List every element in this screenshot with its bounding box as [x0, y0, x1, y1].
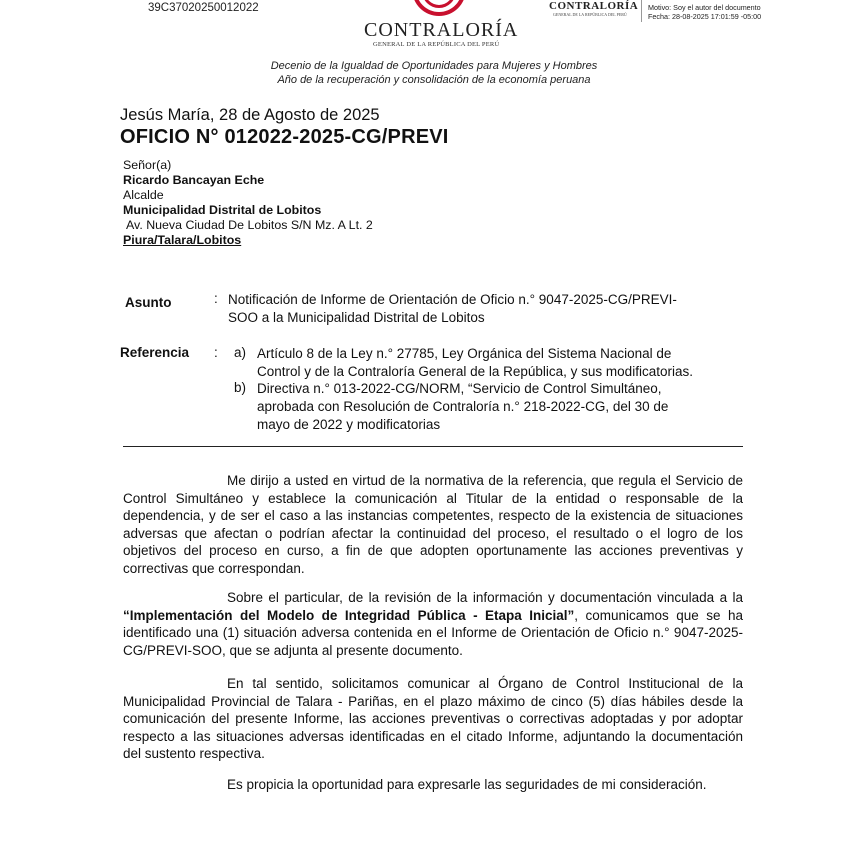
signature-divider [641, 0, 642, 22]
reference-b-marker: b) [234, 380, 247, 395]
body-paragraph-2-end: , comunicamos que se ha identificado una (1) situación adversa contenida en el Informe de Orientación de Oficio n.° 9047-2025-CG/PREVI-SOO, que se adjunta al presente documento. [123, 607, 743, 658]
signature-logo-subtitle: GENERAL DE LA REPÚBLICA DEL PERÚ [553, 12, 627, 17]
decenio-line-2: Año de la recuperación y consolidación de la economía peruana [277, 74, 591, 86]
reference-colon: : [214, 345, 218, 360]
recipient-salutation: Señor(a) [123, 158, 172, 172]
signature-fecha: Fecha: 28-08-2025 17:01:59 -05:00 [648, 12, 762, 21]
reference-a-marker: a) [234, 345, 247, 360]
recipient-position: Alcalde [123, 188, 164, 202]
closing-paragraph: Es propicia la oportunidad para expresarle las seguridades de mi consideración. [227, 777, 707, 792]
reference-b-text [257, 380, 743, 434]
logo-name: CONTRALORÍA [364, 19, 519, 41]
reference-b-line-2: aprobada con Resolución de Contraloría n.° 218-2022-CG, del 30 de [257, 399, 669, 414]
recipient-name: Ricardo Bancayan Eche [123, 173, 265, 187]
reference-a-line-1: Artículo 8 de la Ley n.° 27785, Ley Orgánica del Sistema Nacional de [257, 346, 672, 361]
subject-text [228, 291, 743, 327]
recipient-location: Piura/Talara/Lobitos [123, 233, 242, 247]
document-code: 39C37020250012022 [148, 2, 259, 14]
body-paragraph-2-start: Sobre el particular, de la revisión de la información y documentación vinculada a la [227, 590, 743, 605]
body-paragraph-1: Me dirijo a usted en virtud de la normativa de la referencia, que regula el Servicio de Control Simultáneo y establece la comunicación al Titular de la entidad o responsable de la dependencia, y de ser el caso a las instancias competentes, respecto de la existencia de situaciones adversas que afectan o podrían afectar la continuidad del proceso, el resultado o el logro de los objetivos del proceso en curso, a fin de que adopten oportunamente las acciones preventivas y correctivas que correspondan. [123, 473, 743, 576]
subject-label: Asunto [125, 295, 172, 310]
signature-motivo: Motivo: Soy el autor del documento [648, 3, 761, 12]
reference-label: Referencia [120, 345, 190, 360]
recipient-address: Av. Nueva Ciudad De Lobitos S/N Mz. A Lt. 2 [126, 218, 373, 232]
logo-subtitle: GENERAL DE LA REPÚBLICA DEL PERÚ [373, 41, 500, 48]
reference-a-text [257, 345, 743, 381]
reference-a-line-2: Control y de la Contraloría General de la República, y sus modificatorias. [257, 364, 693, 379]
body-paragraph-3: En tal sentido, solicitamos comunicar al Órgano de Control Institucional de la Municipalidad Provincial de Talara - Pariñas, en el plazo máximo de cinco (5) días hábiles desde la comunicación del presente Informe, las acciones preventivas o correctivas adoptadas y por adoptar respecto a las situaciones adversas identificadas en el citado Informe, adjuntando la documentación del sustento respectiva. [123, 676, 743, 761]
recipient-entity: Municipalidad Distrital de Lobitos [123, 203, 322, 217]
project-name: “Implementación del Modelo de Integridad Pública - Etapa Inicial” [123, 607, 575, 623]
signature-logo-name: CONTRALORÍA [549, 0, 639, 12]
body-paragraph-2 [123, 589, 743, 659]
separator-line [123, 446, 743, 447]
oficio-number: OFICIO N° 012022-2025-CG/PREVI [120, 126, 449, 148]
subject-colon: : [214, 291, 218, 306]
place-date: Jesús María, 28 de Agosto de 2025 [120, 106, 380, 124]
reference-b-line-1: Directiva n.° 013-2022-CG/NORM, “Servicio de Control Simultáneo, [257, 381, 662, 396]
subject-line-2: SOO a la Municipalidad Distrital de Lobitos [228, 310, 485, 325]
decenio-line-1: Decenio de la Igualdad de Oportunidades para Mujeres y Hombres [270, 60, 598, 72]
subject-line-1: Notificación de Informe de Orientación de Oficio n.° 9047-2025-CG/PREVI- [228, 292, 677, 307]
reference-b-line-3: mayo de 2022 y modificatorias [257, 417, 441, 432]
